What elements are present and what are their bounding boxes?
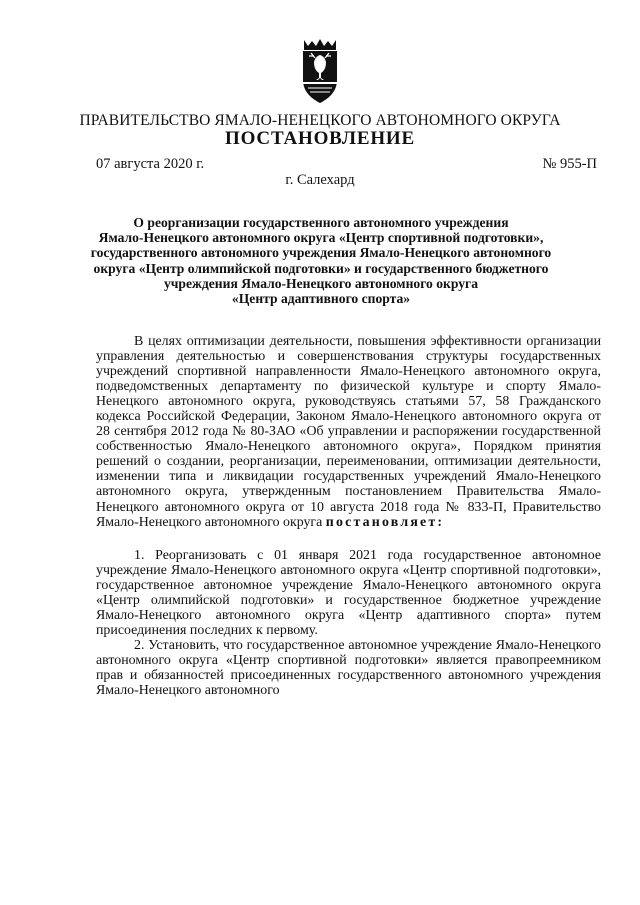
document-number: № 955-П (542, 156, 597, 172)
coat-of-arms-emblem (300, 38, 340, 104)
title-line: «Центр адаптивного спорта» (231, 291, 411, 307)
document-title (88, 215, 554, 306)
title-line: учреждения Ямало-Ненецкого автономного округа (163, 275, 479, 291)
title-line: округа «Центр олимпийской подготовки» и государственного бюджетного (93, 260, 549, 276)
title-line: государственного автономного учреждения Ямало-Ненецкого автономного (90, 245, 552, 261)
document-type: ПОСТАНОВЛЕНИЕ (225, 128, 415, 149)
document-date: 07 августа 2020 г. (96, 156, 205, 172)
title-line: Ямало-Ненецкого автономного округа «Центр спортивной подготовки», (98, 230, 544, 246)
preamble-paragraph (96, 334, 601, 530)
resolves-keyword: постановляет: (325, 514, 445, 530)
title-line: О реорганизации государственного автономного учреждения (133, 215, 509, 230)
preamble-text: В целях оптимизации деятельности, повышения эффективности организации управления деятельностью и совершенствования структуры государственных учреждений спортивной направленности Ямало-Ненецкого автономного округа, подведомственных департаменту по физической культуре и спорту Ямало-Ненецкого автономного округа, руководствуясь статьями 57, 58 Гражданского кодекса Российской Федерации, Законом Ямало-Ненецкого автономного округа от 28 сентября 2012 года № 80-ЗАО «Об управлении и распоряжении государственной собственностью Ямало-Ненецкого автономного округа», Порядком принятия решений о создании, реорганизации, переименовании, оптимизации деятельности, изменении типа и ликвидации государственных учреждений Ямало-Ненецкого автономного округа, утвержденным постановлением Правительства Ямало-Ненецкого автономного округа от 10 августа 2018 года № 833-П, Правительство Ямало-Ненецкого автономного округа (96, 334, 601, 530)
organization-name: ПРАВИТЕЛЬСТВО ЯМАЛО-НЕНЕЦКОГО АВТОНОМНОГО ОКРУГА (79, 112, 561, 129)
clause-1-paragraph: 1. Реорганизовать с 01 января 2021 года государственное автономное учреждение Ямало-Ненецкого автономного округа «Центр спортивной подготовки», государственное автономное учреждение Ямало-Ненецкого автономного округа «Центр олимпийской подготовки» и государственное бюджетное учреждение Ямало-Ненецкого автономного округа «Центр адаптивного спорта» путем присоединения последних к первому. (96, 548, 601, 639)
document-city: г. Салехард (285, 172, 355, 188)
clause-2-paragraph: 2. Установить, что государственное автономное учреждение Ямало-Ненецкого автономного округа «Центр спортивной подготовки» является правопреемником прав и обязанностей присоединенных государственного автономного учреждения Ямало-Ненецкого автономного (96, 638, 601, 699)
